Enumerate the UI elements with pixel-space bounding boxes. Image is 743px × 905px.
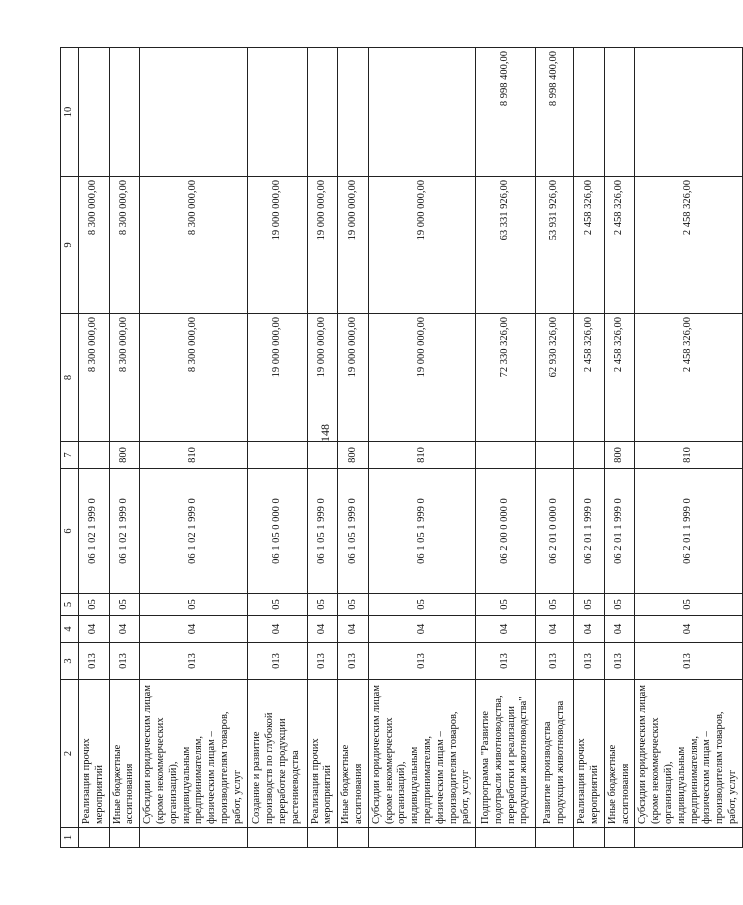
row-cell-c9: 53 931 926,00	[536, 177, 574, 314]
row-cell-c10	[574, 48, 605, 177]
row-cell-c7: 810	[635, 442, 742, 469]
row-cell-c5: 05	[476, 594, 536, 616]
row-name-cell: Подпрограмма "Развитие подотрасли животноводства, переработки и реализации продукции животноводства"	[476, 680, 536, 828]
row-cell-c8: 72 330 326,00	[476, 314, 536, 442]
row-cell-c1	[338, 828, 369, 848]
row-cell-c6: 06 1 05 0 000 0	[247, 469, 307, 594]
row-cell-c10	[307, 48, 338, 177]
row-cell-c8: 19 000 000,00	[247, 314, 307, 442]
row-cell-c3: 013	[109, 643, 140, 680]
row-cell-c7	[574, 442, 605, 469]
row-cell-c8: 8 300 000,00	[79, 314, 110, 442]
row-cell-c9: 63 331 926,00	[476, 177, 536, 314]
row-cell-c5: 05	[140, 594, 247, 616]
row-cell-c4: 04	[140, 616, 247, 643]
row-cell-c8: 62 930 326,00	[536, 314, 574, 442]
row-cell-c5: 05	[307, 594, 338, 616]
budget-table	[60, 47, 743, 848]
row-cell-c3: 013	[574, 643, 605, 680]
header-cell: 10	[61, 48, 79, 177]
header-cell: 8	[61, 314, 79, 442]
row-cell-c10	[247, 48, 307, 177]
row-cell-c4: 04	[574, 616, 605, 643]
row-cell-c8: 8 300 000,00	[109, 314, 140, 442]
row-cell-c5: 05	[574, 594, 605, 616]
row-cell-c1	[79, 828, 110, 848]
row-name-cell: Иные бюджетные ассигнования	[109, 680, 140, 828]
row-cell-c10	[140, 48, 247, 177]
table-row	[604, 48, 635, 848]
row-cell-c3: 013	[536, 643, 574, 680]
row-cell-c5: 05	[338, 594, 369, 616]
row-cell-c1	[574, 828, 605, 848]
row-cell-c9: 8 300 000,00	[140, 177, 247, 314]
row-name-cell: Иные бюджетные ассигнования	[604, 680, 635, 828]
row-name-cell: Субсидии юридическим лицам (кроме некоммерческих организаций), индивидуальным предпринимателям, физическим лицам – производителям товаров, работ, услуг	[635, 680, 742, 828]
table-row	[368, 48, 475, 848]
row-cell-c4: 04	[307, 616, 338, 643]
row-cell-c5: 05	[109, 594, 140, 616]
row-cell-c10: 8 998 400,00	[476, 48, 536, 177]
row-cell-c10	[109, 48, 140, 177]
header-cell: 6	[61, 469, 79, 594]
row-cell-c9: 2 458 326,00	[635, 177, 742, 314]
row-cell-c8: 19 000 000,00	[368, 314, 475, 442]
table-header-row	[61, 48, 79, 848]
row-cell-c8: 19 000 000,00	[307, 314, 338, 442]
row-cell-c7	[536, 442, 574, 469]
header-cell: 7	[61, 442, 79, 469]
row-cell-c9: 2 458 326,00	[574, 177, 605, 314]
row-cell-c6: 06 1 02 1 999 0	[140, 469, 247, 594]
row-cell-c5: 05	[635, 594, 742, 616]
row-cell-c1	[247, 828, 307, 848]
row-cell-c7	[79, 442, 110, 469]
row-cell-c10	[604, 48, 635, 177]
row-cell-c9: 8 300 000,00	[79, 177, 110, 314]
row-cell-c6: 06 1 05 1 999 0	[338, 469, 369, 594]
row-cell-c7	[247, 442, 307, 469]
row-cell-c1	[476, 828, 536, 848]
header-cell: 4	[61, 616, 79, 643]
row-cell-c3: 013	[247, 643, 307, 680]
row-cell-c5: 05	[536, 594, 574, 616]
row-name-cell: Субсидии юридическим лицам (кроме некоммерческих организаций), индивидуальным предпринимателям, физическим лицам – производителям товаров, работ, услуг	[368, 680, 475, 828]
row-cell-c6: 06 2 01 1 999 0	[604, 469, 635, 594]
row-cell-c1	[307, 828, 338, 848]
row-cell-c7: 810	[140, 442, 247, 469]
row-cell-c8: 2 458 326,00	[574, 314, 605, 442]
table-row	[247, 48, 307, 848]
row-name-cell: Развитие производства продукции животноводства	[536, 680, 574, 828]
header-cell: 3	[61, 643, 79, 680]
row-cell-c9: 19 000 000,00	[368, 177, 475, 314]
table-row	[338, 48, 369, 848]
row-cell-c7	[476, 442, 536, 469]
row-cell-c5: 05	[247, 594, 307, 616]
row-cell-c4: 04	[604, 616, 635, 643]
row-cell-c3: 013	[140, 643, 247, 680]
row-cell-c7: 810	[368, 442, 475, 469]
row-cell-c4: 04	[247, 616, 307, 643]
row-cell-c5: 05	[368, 594, 475, 616]
row-cell-c4: 04	[368, 616, 475, 643]
row-cell-c3: 013	[476, 643, 536, 680]
row-cell-c10	[79, 48, 110, 177]
row-cell-c3: 013	[338, 643, 369, 680]
row-name-cell: Реализация прочих мероприятий	[307, 680, 338, 828]
table-row	[536, 48, 574, 848]
row-cell-c5: 05	[604, 594, 635, 616]
row-cell-c10: 8 998 400,00	[536, 48, 574, 177]
row-cell-c3: 013	[368, 643, 475, 680]
table-row	[574, 48, 605, 848]
row-cell-c4: 04	[109, 616, 140, 643]
row-name-cell: Создание и развитие производств по глубокой переработке продукции растениеводства	[247, 680, 307, 828]
row-cell-c4: 04	[79, 616, 110, 643]
table-row	[307, 48, 338, 848]
row-cell-c10	[368, 48, 475, 177]
table-row	[109, 48, 140, 848]
row-cell-c8: 8 300 000,00	[140, 314, 247, 442]
row-cell-c7: 800	[338, 442, 369, 469]
row-cell-c9: 19 000 000,00	[307, 177, 338, 314]
row-cell-c3: 013	[604, 643, 635, 680]
row-cell-c4: 04	[536, 616, 574, 643]
row-cell-c4: 04	[635, 616, 742, 643]
row-cell-c5: 05	[79, 594, 110, 616]
row-cell-c6: 06 1 05 1 999 0	[368, 469, 475, 594]
row-cell-c6: 06 1 02 1 999 0	[79, 469, 110, 594]
row-cell-c6: 06 1 05 1 999 0	[307, 469, 338, 594]
row-cell-c9: 8 300 000,00	[109, 177, 140, 314]
row-cell-c6: 06 2 01 0 000 0	[536, 469, 574, 594]
row-cell-c8: 2 458 326,00	[635, 314, 742, 442]
row-cell-c6: 06 1 02 1 999 0	[109, 469, 140, 594]
row-cell-c8: 2 458 326,00	[604, 314, 635, 442]
row-cell-c4: 04	[476, 616, 536, 643]
table-row	[476, 48, 536, 848]
rotated-page	[60, 48, 738, 848]
row-cell-c6: 06 2 00 0 000 0	[476, 469, 536, 594]
row-cell-c1	[536, 828, 574, 848]
row-name-cell: Субсидии юридическим лицам (кроме некоммерческих организаций), индивидуальным предпринимателям, физическим лицам – производителям товаров, работ, услуг	[140, 680, 247, 828]
row-name-cell: Реализация прочих мероприятий	[79, 680, 110, 828]
row-name-cell: Реализация прочих мероприятий	[574, 680, 605, 828]
table-row	[79, 48, 110, 848]
row-cell-c1	[635, 828, 742, 848]
row-cell-c9: 19 000 000,00	[247, 177, 307, 314]
row-cell-c9: 19 000 000,00	[338, 177, 369, 314]
row-cell-c6: 06 2 01 1 999 0	[635, 469, 742, 594]
header-cell: 2	[61, 680, 79, 828]
row-cell-c1	[109, 828, 140, 848]
row-cell-c4: 04	[338, 616, 369, 643]
table-row	[140, 48, 247, 848]
row-cell-c10	[635, 48, 742, 177]
row-cell-c3: 013	[79, 643, 110, 680]
row-cell-c1	[368, 828, 475, 848]
row-cell-c9: 2 458 326,00	[604, 177, 635, 314]
row-cell-c3: 013	[307, 643, 338, 680]
table-row	[635, 48, 742, 848]
row-cell-c10	[338, 48, 369, 177]
row-cell-c7: 800	[604, 442, 635, 469]
header-cell: 1	[61, 828, 79, 848]
header-cell: 9	[61, 177, 79, 314]
header-cell: 5	[61, 594, 79, 616]
row-cell-c7: 800	[109, 442, 140, 469]
page-number: 148	[318, 424, 332, 442]
row-cell-c3: 013	[635, 643, 742, 680]
row-cell-c8: 19 000 000,00	[338, 314, 369, 442]
row-cell-c6: 06 2 01 1 999 0	[574, 469, 605, 594]
row-cell-c1	[604, 828, 635, 848]
row-cell-c7	[307, 442, 338, 469]
row-cell-c1	[140, 828, 247, 848]
row-name-cell: Иные бюджетные ассигнования	[338, 680, 369, 828]
